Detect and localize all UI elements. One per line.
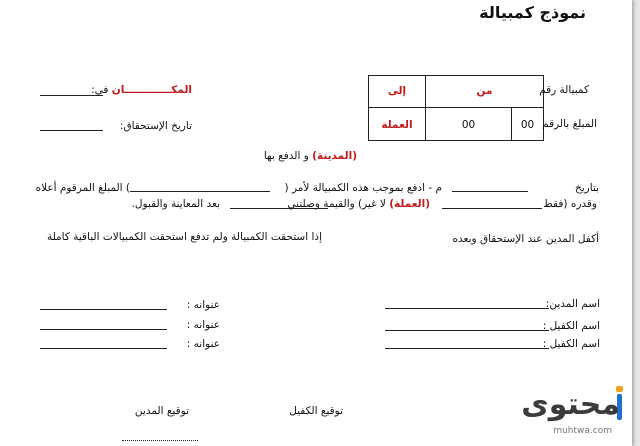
line1-date-label: بتاريخ (574, 182, 599, 194)
box-amount-main: 00 (461, 119, 476, 131)
box-currency-label: العملة (381, 119, 413, 131)
address-label-2: عنوانه : (186, 319, 220, 331)
line1-payee-field[interactable] (130, 191, 270, 192)
guarantor-name-field-1[interactable] (385, 330, 549, 331)
debtor-name-label: اسم المدين: (545, 298, 600, 310)
amount-box (368, 75, 544, 141)
place-field-line[interactable] (40, 95, 103, 96)
guarantor-name-field-2[interactable] (385, 348, 549, 349)
city-note (264, 150, 357, 163)
debtor-signature-line[interactable] (122, 440, 198, 441)
line1-date-field[interactable] (452, 191, 528, 192)
bill-number-label: كمبيالة رقم (539, 84, 589, 96)
debtor-signature-label: توقيع المدين (134, 405, 189, 417)
place-label (91, 84, 192, 97)
guarantee-note: أكفل المدين عند الإستحقاق وبعده (452, 233, 599, 245)
box-from-label: من (476, 85, 493, 97)
guarantor-signature-label: توقيع الكفيل (289, 405, 343, 417)
box-amount-fraction: 00 (520, 119, 535, 131)
line2-currency: (العملة) (389, 198, 430, 210)
logo-url: muhtwa.com (553, 426, 612, 436)
box-to-label: إلى (387, 85, 407, 97)
line1-end-text: ) المبلغ المرقوم أعلاه (35, 182, 130, 194)
address-field-1[interactable] (40, 309, 167, 310)
line2-start-text: وقدره (فقط (543, 198, 597, 210)
place-label-suffix: في: (91, 84, 109, 96)
guarantor-name-label-2: اسم الكفيل : (542, 338, 600, 350)
line2-middle-text: لا غير) والقيمة وصلتني (287, 198, 386, 210)
place-label-text: المكـــــــــــــان (111, 84, 192, 96)
line2-currency-part (287, 198, 430, 211)
line2-value-field[interactable] (230, 208, 328, 209)
logo-wordmark: محتوى (521, 387, 620, 422)
address-field-2[interactable] (40, 329, 167, 330)
amount-number-label: المبلغ بالرقم (542, 118, 597, 130)
city-note-city: (المدينة) (312, 150, 357, 162)
debtor-name-field[interactable] (385, 308, 549, 309)
address-label-1: عنوانه : (186, 299, 220, 311)
address-field-3[interactable] (40, 348, 167, 349)
due-date-label: تاريخ الإستحقاق: (119, 120, 192, 132)
city-note-rest: و الدفع بها (263, 150, 309, 162)
line1-middle-text: م - ادفع بموجب هذه الكمبيالة لأمر ( (284, 182, 442, 194)
due-date-field-line[interactable] (40, 130, 103, 131)
site-logo (512, 386, 620, 440)
default-note: إذا استحقت الكمبيالة ولم تدفع استحقت الكمبيالات الباقية كاملة (46, 231, 322, 243)
page-title: نموذج كمبيالة (479, 3, 586, 22)
address-label-3: عنوانه : (186, 338, 220, 350)
line2-amount-field[interactable] (442, 208, 542, 209)
line2-end-text: بعد المعاينة والقبول. (131, 198, 220, 210)
guarantor-name-label-1: اسم الكفيل : (542, 320, 600, 332)
